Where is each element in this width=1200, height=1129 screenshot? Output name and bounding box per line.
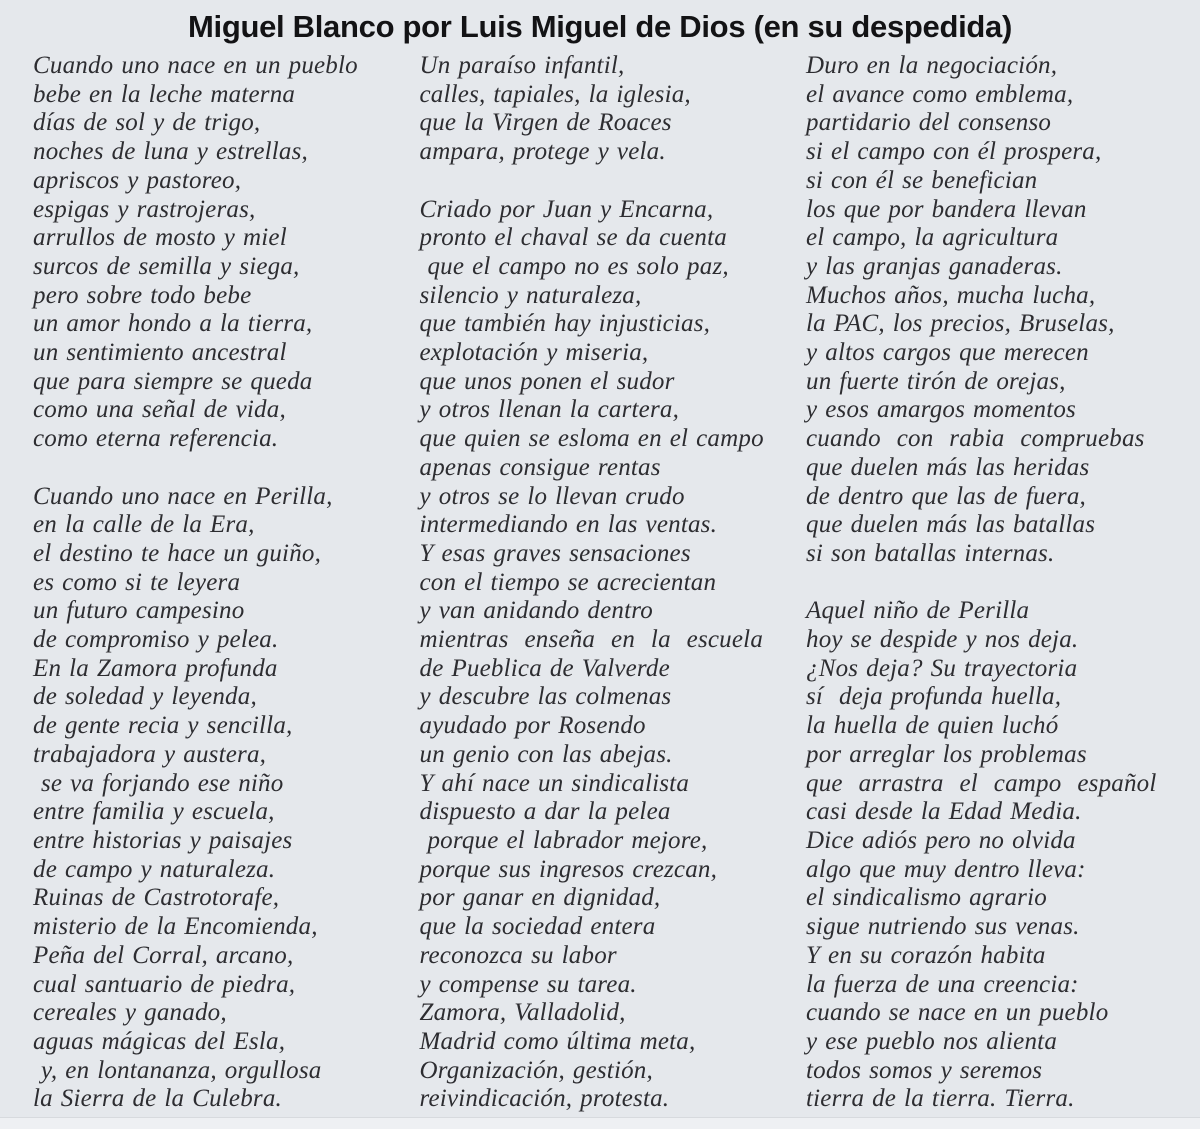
poem-line: cuando se nace en un pueblo	[806, 999, 1109, 1027]
poem-line: espigas y rastrojeras,	[33, 195, 256, 223]
poem-column-2	[420, 52, 790, 1114]
poem-line: silencio y naturaleza,	[419, 281, 642, 309]
page-title: Miguel Blanco por Luis Miguel de Dios (en su despedida)	[187, 9, 1013, 44]
poem-line	[806, 569, 1176, 598]
poem-column-1	[33, 52, 403, 1114]
poem-line: de dentro que las de fuera,	[806, 482, 1086, 510]
poem-line: trabajadora y austera,	[33, 740, 267, 768]
poem-line: que la Virgen de Roaces	[419, 109, 672, 137]
poem-line: Y en su corazón habita	[806, 941, 1046, 969]
poem-line: si el campo con él prospera,	[806, 138, 1102, 166]
poem-line: que duelen más las heridas	[806, 453, 1090, 481]
poem-line: la huella de quien luchó	[806, 712, 1059, 740]
poem-line	[420, 167, 790, 196]
poem-line: que también hay injusticias,	[419, 310, 711, 338]
poem-line: Criado por Juan y Encarna,	[419, 195, 714, 223]
poem-line: y compense su tarea.	[419, 970, 637, 998]
poem-line: es como si te leyera	[33, 568, 241, 596]
poem-line: porque sus ingresos crezcan,	[419, 855, 718, 883]
poem-line: y otros se lo llevan crudo	[419, 482, 685, 510]
poem-line: si son batallas internas.	[806, 539, 1055, 567]
poem-line: Duro en la negociación,	[806, 52, 1058, 79]
poem-line: bebe en la leche materna	[33, 80, 296, 108]
poem-line: por ganar en dignidad,	[419, 884, 661, 912]
poem-line: si con él se benefician	[806, 166, 1038, 194]
poem-line: que unos ponen el sudor	[419, 367, 675, 395]
poem-line: entre historias y paisajes	[33, 826, 293, 854]
poem-line: que quien se esloma en el campo	[419, 425, 764, 453]
poem-line: explotación y miseria,	[419, 339, 649, 367]
poem-line: el sindicalismo agrario	[806, 884, 1047, 912]
poem-line: cereales y ganado,	[33, 999, 227, 1027]
poem-line: ampara, protege y vela.	[419, 138, 666, 166]
poem-line: como una señal de vida,	[33, 396, 286, 424]
poem-line: dispuesto a dar la pelea	[419, 798, 671, 826]
poem-line: de compromiso y pelea.	[33, 626, 279, 654]
poem-line: sí deja profunda huella,	[806, 683, 1062, 711]
poem-line: con el tiempo se acrecientan	[419, 568, 717, 596]
poem-line: En la Zamora profunda	[33, 654, 278, 682]
poem-line: Cuando uno nace en un pueblo	[33, 52, 358, 79]
poem-line: y descubre las colmenas	[419, 683, 672, 711]
poem-line: cuando con rabia compruebas	[806, 425, 1145, 453]
poem-line: un fuerte tirón de orejas,	[806, 367, 1066, 395]
poem-line: Ruinas de Castrotorafe,	[33, 884, 280, 912]
poem-line: Cuando uno nace en Perilla,	[33, 482, 333, 510]
poem-line: Organización, gestión,	[419, 1056, 653, 1084]
poem-line: pero sobre todo bebe	[33, 281, 252, 309]
poem-line: Aquel niño de Perilla	[806, 597, 1030, 625]
poem-line: Un paraíso infantil,	[419, 52, 625, 79]
poem-line: la fuerza de una creencia:	[806, 970, 1079, 998]
poem-line: se va forjando ese niño	[33, 769, 284, 797]
poem-line: un futuro campesino	[33, 597, 245, 625]
poem-line: los que por bandera llevan	[806, 195, 1087, 223]
poem-line: y altos cargos que merecen	[806, 339, 1089, 367]
poem-line: que para siempre se queda	[33, 367, 313, 395]
poem-line: un amor hondo a la tierra,	[33, 310, 313, 338]
poem-line: y, en lontananza, orgullosa	[33, 1056, 322, 1084]
poem-line: que duelen más las batallas	[806, 511, 1096, 539]
poem-line: que el campo no es solo paz,	[419, 252, 729, 280]
poem-line: de Pueblica de Valverde	[419, 654, 670, 682]
poem-line: reivindicación, protesta.	[419, 1085, 670, 1113]
poem-line: y ese pueblo nos alienta	[806, 1027, 1058, 1055]
poem-line: Y ahí nace un sindicalista	[419, 769, 690, 797]
poem-line: ayudado por Rosendo	[419, 712, 646, 740]
poem-line: y otros llenan la cartera,	[419, 396, 680, 424]
poem-line: Zamora, Valladolid,	[419, 999, 626, 1027]
poem-line	[33, 454, 403, 483]
poem-line: mientras enseña en la escuela	[419, 626, 764, 654]
poem-line: un sentimiento ancestral	[33, 339, 287, 367]
poem-line: Peña del Corral, arcano,	[33, 941, 294, 969]
poem-line: misterio de la Encomienda,	[33, 913, 318, 941]
poem-line: de soledad y leyenda,	[33, 683, 257, 711]
poem-line: tierra de la tierra. Tierra.	[806, 1085, 1075, 1113]
poem-line: Muchos años, mucha lucha,	[806, 281, 1096, 309]
poem-line: Dice adiós pero no olvida	[806, 826, 1076, 854]
poem-line: por arreglar los problemas	[806, 740, 1087, 768]
poem-line: y esos amargos momentos	[806, 396, 1076, 424]
poem-line: reconozca su labor	[419, 941, 617, 969]
bottom-edge-strip	[0, 1117, 1200, 1129]
poem-line: el campo, la agricultura	[806, 224, 1059, 252]
poem-line: apenas consigue rentas	[419, 453, 661, 481]
poem-line: todos somos y seremos	[806, 1056, 1043, 1084]
poem-line: un genio con las abejas.	[419, 740, 673, 768]
poem-line: cual santuario de piedra,	[33, 970, 296, 998]
poem-line: y van anidando dentro	[419, 597, 653, 625]
poem-line: Y esas graves sensaciones	[419, 539, 691, 567]
poem-line: el avance como emblema,	[806, 80, 1074, 108]
poem-line: que arrastra el campo español	[806, 769, 1157, 797]
poem-column-3	[806, 52, 1176, 1114]
poem-line: el destino te hace un guiño,	[33, 539, 322, 567]
poem-line: Madrid como última meta,	[419, 1027, 696, 1055]
poem-line: hoy se despide y nos deja.	[806, 626, 1079, 654]
poem-line: y las granjas ganaderas.	[806, 252, 1063, 280]
poem-line: partidario del consenso	[806, 109, 1052, 137]
poem-line: algo que muy dentro lleva:	[806, 855, 1086, 883]
poem-line: surcos de semilla y siega,	[33, 252, 300, 280]
poem-line: porque el labrador mejore,	[419, 826, 708, 854]
poem-columns	[0, 45, 1200, 1114]
poem-line: de gente recia y sencilla,	[33, 712, 293, 740]
poem-line: aguas mágicas del Esla,	[33, 1027, 286, 1055]
poem-line: de campo y naturaleza.	[33, 855, 276, 883]
poem-line: días de sol y de trigo,	[33, 109, 261, 137]
poem-line: calles, tapiales, la iglesia,	[419, 80, 691, 108]
poem-line: como eterna referencia.	[33, 425, 279, 453]
poem-line: noches de luna y estrellas,	[33, 138, 308, 166]
poem-line: apriscos y pastoreo,	[33, 166, 242, 194]
poem-line: la PAC, los precios, Bruselas,	[806, 310, 1115, 338]
poem-line: pronto el chaval se da cuenta	[419, 224, 727, 252]
poem-line: casi desde la Edad Media.	[806, 798, 1082, 826]
poem-line: arrullos de mosto y miel	[33, 224, 287, 252]
poem-line: intermediando en las ventas.	[419, 511, 718, 539]
poem-line: sigue nutriendo sus venas.	[806, 913, 1080, 941]
poem-line: entre familia y escuela,	[33, 798, 275, 826]
poem-line: la Sierra de la Culebra.	[33, 1085, 282, 1113]
poem-line: ¿Nos deja? Su trayectoria	[806, 654, 1078, 682]
poem-line: que la sociedad entera	[419, 913, 656, 941]
poem-line: en la calle de la Era,	[33, 511, 255, 539]
